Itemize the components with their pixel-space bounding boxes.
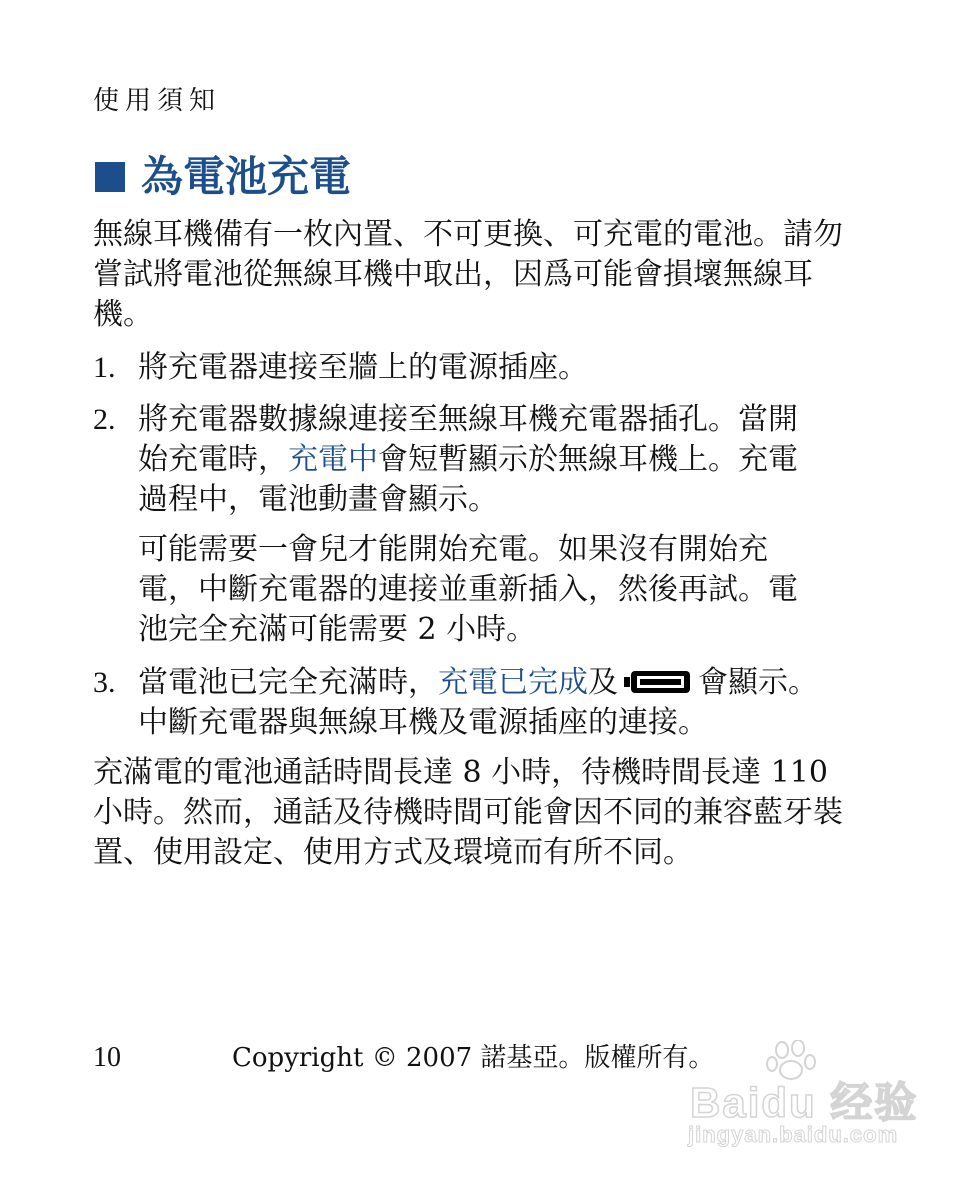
step-text-part: 及	[588, 665, 618, 700]
step-text	[138, 663, 818, 743]
step-text-part: 會顯示。中斷充電器與無線耳機及電源插座的連接。	[138, 665, 818, 740]
step-text-part: 會短暫顯示於無線耳機上。充電過程中，電池動畫會顯示。	[138, 442, 798, 517]
section-heading	[95, 150, 351, 204]
step-text-part: 將充電器數據線連接至無線耳機充電器插孔。當開始充電時，	[138, 402, 798, 477]
closing-paragraph: 充滿電的電池通話時間長達 8 小時，待機時間長達 110 小時。然而，通話及待機時間可能會因不同的兼容藍牙裝置、使用設定、使用方式及環境而有所不同。	[93, 755, 843, 870]
step-text	[138, 400, 818, 520]
step-number: 3.	[93, 666, 116, 699]
page-number: 10	[93, 1042, 121, 1073]
step-number: 1.	[93, 351, 116, 384]
heading-title: 為電池充電	[141, 152, 352, 201]
step-number: 2.	[93, 403, 116, 436]
copyright-notice: Copyright © 2007 諾基亞。版權所有。	[232, 1043, 715, 1073]
battery-full-icon	[624, 671, 690, 693]
step-2-note: 可能需要一會兒才能開始充電。如果沒有開始充電，中斷充電器的連接並重新插入，然後再試。電池完全充滿可能需要 2 小時。	[138, 532, 798, 647]
baidu-watermark-url: jingyan.baidu.com	[688, 1122, 899, 1147]
step-text: 將充電器連接至牆上的電源插座。	[138, 350, 588, 385]
heading-square-bullet	[95, 162, 125, 192]
status-highlight-charging: 充電中	[288, 442, 378, 477]
section-label: 使用須知	[93, 86, 222, 116]
step-text-part: 當電池已完全充滿時，	[138, 665, 438, 700]
intro-paragraph: 無線耳機備有一枚內置、不可更換、可充電的電池。請勿嘗試將電池從無線耳機中取出，因爲可能會損壞無線耳機。	[93, 217, 843, 332]
baidu-watermark-logo: Baidu 经验	[690, 1079, 919, 1126]
status-highlight-complete: 充電已完成	[438, 665, 588, 700]
